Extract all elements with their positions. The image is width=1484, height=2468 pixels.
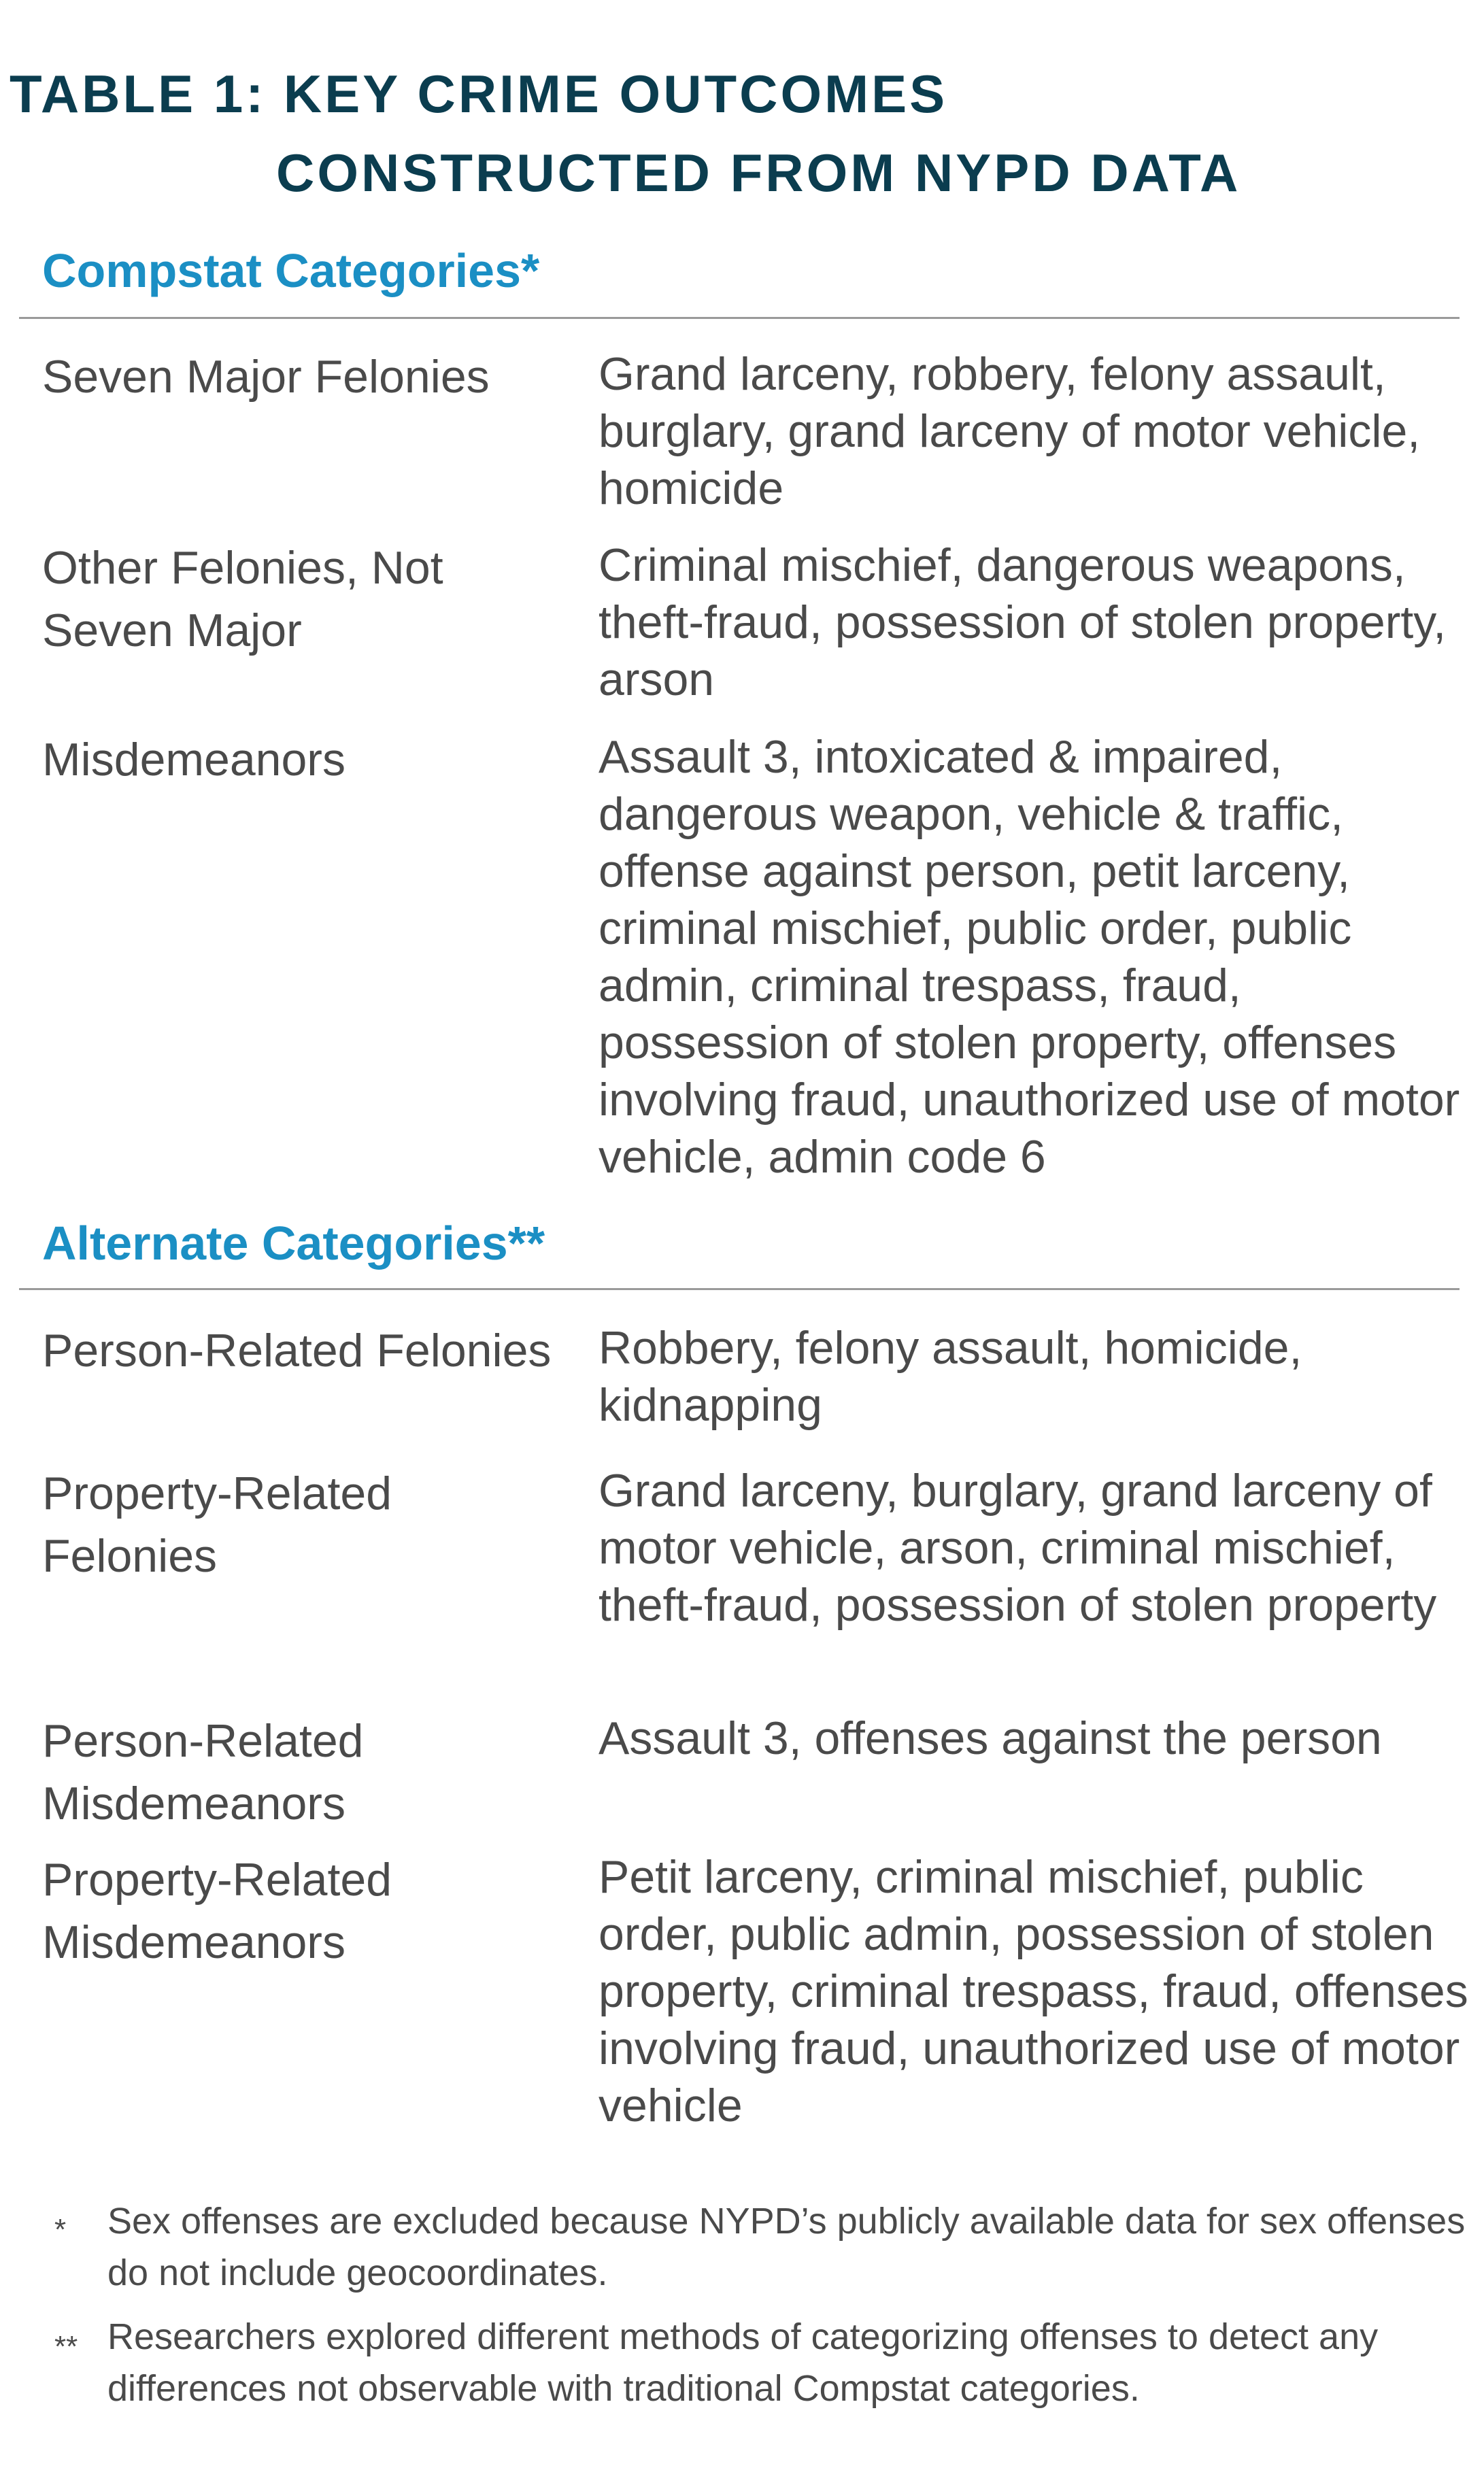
table-title-line-2: CONSTRUCTED FROM NYPD DATA (276, 143, 1241, 203)
row-label: Property-Related Felonies (42, 1468, 392, 1582)
footnote-text: Sex offenses are excluded because NYPD’s publicly available data for sex offenses do not include geocoordinates. (107, 2201, 1466, 2293)
row-label: Person-Related Felonies (42, 1325, 552, 1376)
table-title-line-1: TABLE 1: KEY CRIME OUTCOMES (10, 64, 948, 124)
table-title (10, 54, 1241, 212)
row-description: Criminal mischief, dangerous weapons, theft-fraud, possession of stolen property, arson (598, 539, 1447, 705)
row-description: Robbery, felony assault, homicide, kidnapping (598, 1322, 1302, 1431)
row-label: Other Felonies, Not Seven Major (42, 542, 443, 656)
row-description: Grand larceny, burglary, grand larceny of motor vehicle, arson, criminal mischief, theft-fraud, possession of stolen property (598, 1465, 1437, 1631)
footnote-mark: ** (54, 2330, 78, 2363)
compstat-divider (19, 317, 1460, 319)
row-description: Grand larceny, robbery, felony assault, burglary, grand larceny of motor vehicle, homicide (598, 348, 1421, 514)
row-label: Misdemeanors (42, 734, 345, 785)
alternate-heading: Alternate Categories** (42, 1217, 545, 1270)
row-label: Property-Related Misdemeanors (42, 1854, 392, 1968)
row-description: Assault 3, intoxicated & impaired, dangerous weapon, vehicle & traffic, offense against person, petit larceny, criminal mischief, public order, public admin, criminal trespass, fraud, possession of stolen property, offenses involving fraud, unauthorized use of motor vehicle, admin code 6 (598, 731, 1460, 1183)
row-description: Petit larceny, criminal mischief, public order, public admin, possession of stolen property, criminal trespass, fraud, offenses involving fraud, unauthorized use of motor vehicle (598, 1851, 1468, 2131)
alternate-divider (19, 1288, 1460, 1290)
compstat-heading: Compstat Categories* (42, 244, 540, 297)
footnote-mark: * (54, 2213, 67, 2246)
row-label: Person-Related Misdemeanors (42, 1715, 364, 1829)
row-description: Assault 3, offenses against the person (598, 1712, 1382, 1764)
row-label: Seven Major Felonies (42, 351, 490, 403)
footnote-text: Researchers explored different methods of categorizing offenses to detect any differences not observable with traditional Compstat categories. (107, 2316, 1379, 2409)
